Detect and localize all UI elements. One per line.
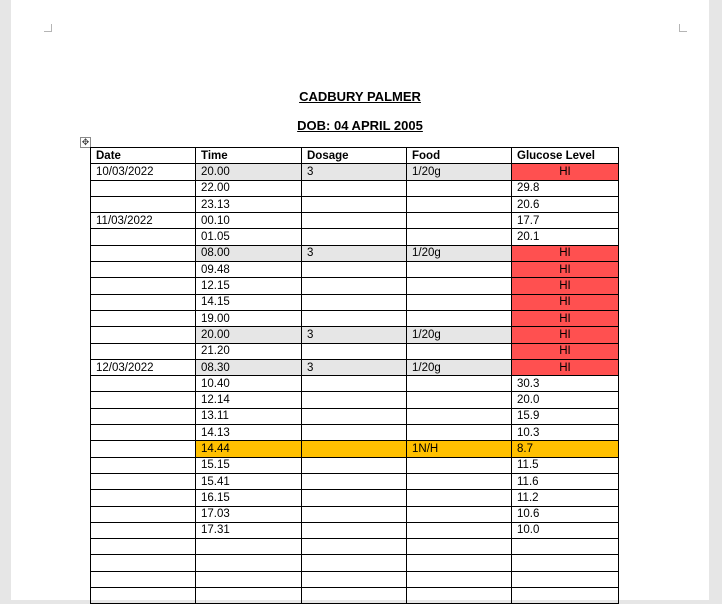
glucose-cell[interactable]: 10.6 xyxy=(512,506,619,522)
dosage-cell[interactable] xyxy=(302,473,407,489)
margin-corner-mark xyxy=(679,24,687,32)
glucose-cell[interactable]: 11.5 xyxy=(512,457,619,473)
date-cell[interactable]: 12/03/2022 xyxy=(91,359,196,375)
time-cell[interactable]: 13.11 xyxy=(196,408,302,424)
date-cell[interactable] xyxy=(91,506,196,522)
glucose-cell[interactable]: HI xyxy=(512,245,619,261)
date-cell[interactable] xyxy=(91,539,196,555)
table-row xyxy=(91,408,619,424)
table-row xyxy=(91,343,619,359)
table-row xyxy=(91,490,619,506)
time-cell[interactable]: 20.00 xyxy=(196,164,302,180)
date-cell[interactable] xyxy=(91,294,196,310)
date-cell[interactable] xyxy=(91,180,196,196)
food-cell[interactable] xyxy=(407,196,512,212)
glucose-cell[interactable]: HI xyxy=(512,294,619,310)
date-cell[interactable] xyxy=(91,343,196,359)
date-cell[interactable] xyxy=(91,327,196,343)
date-cell[interactable] xyxy=(91,196,196,212)
glucose-cell[interactable]: HI xyxy=(512,164,619,180)
glucose-cell[interactable]: 29.8 xyxy=(512,180,619,196)
glucose-cell[interactable]: 11.2 xyxy=(512,490,619,506)
dosage-cell[interactable] xyxy=(302,392,407,408)
time-cell[interactable]: 21.20 xyxy=(196,343,302,359)
glucose-cell[interactable]: 20.1 xyxy=(512,229,619,245)
time-cell[interactable]: 10.40 xyxy=(196,376,302,392)
dosage-cell[interactable] xyxy=(302,376,407,392)
date-cell[interactable] xyxy=(91,457,196,473)
time-cell[interactable]: 14.44 xyxy=(196,441,302,457)
glucose-cell[interactable] xyxy=(512,571,619,587)
time-cell[interactable]: 14.15 xyxy=(196,294,302,310)
date-cell[interactable] xyxy=(91,425,196,441)
table-row xyxy=(91,506,619,522)
food-cell[interactable] xyxy=(407,408,512,424)
time-cell[interactable]: 01.05 xyxy=(196,229,302,245)
dosage-cell[interactable] xyxy=(302,294,407,310)
date-cell[interactable] xyxy=(91,392,196,408)
glucose-cell[interactable] xyxy=(512,588,619,604)
date-cell[interactable]: 11/03/2022 xyxy=(91,213,196,229)
food-cell[interactable] xyxy=(407,588,512,604)
dosage-cell[interactable] xyxy=(302,522,407,538)
dosage-cell[interactable] xyxy=(302,506,407,522)
table-row xyxy=(91,376,619,392)
glucose-log-table xyxy=(90,147,619,604)
glucose-cell[interactable]: HI xyxy=(512,262,619,278)
dosage-cell[interactable] xyxy=(302,457,407,473)
dosage-cell[interactable] xyxy=(302,229,407,245)
food-cell[interactable]: 1/20g xyxy=(407,359,512,375)
table-row xyxy=(91,180,619,196)
food-cell[interactable] xyxy=(407,343,512,359)
dosage-cell[interactable] xyxy=(302,262,407,278)
time-cell[interactable]: 08.30 xyxy=(196,359,302,375)
date-cell[interactable] xyxy=(91,310,196,326)
food-cell[interactable] xyxy=(407,473,512,489)
table-row xyxy=(91,588,619,604)
time-cell[interactable]: 12.14 xyxy=(196,392,302,408)
table-row xyxy=(91,310,619,326)
patient-dob: DOB: 04 APRIL 2005 xyxy=(297,118,423,133)
dosage-cell[interactable] xyxy=(302,343,407,359)
table-row xyxy=(91,571,619,587)
dosage-cell[interactable] xyxy=(302,539,407,555)
date-cell[interactable] xyxy=(91,245,196,261)
food-cell[interactable] xyxy=(407,490,512,506)
food-cell[interactable]: 1/20g xyxy=(407,327,512,343)
glucose-cell[interactable]: 11.6 xyxy=(512,473,619,489)
time-cell[interactable]: 17.31 xyxy=(196,522,302,538)
date-cell[interactable] xyxy=(91,262,196,278)
patient-name: CADBURY PALMER xyxy=(299,89,421,104)
dosage-cell[interactable] xyxy=(302,441,407,457)
food-cell[interactable] xyxy=(407,457,512,473)
header-food: Food xyxy=(407,148,512,164)
food-cell[interactable] xyxy=(407,539,512,555)
time-cell[interactable]: 14.13 xyxy=(196,425,302,441)
dosage-cell[interactable] xyxy=(302,490,407,506)
dosage-cell[interactable] xyxy=(302,196,407,212)
dosage-cell[interactable]: 3 xyxy=(302,245,407,261)
table-row xyxy=(91,196,619,212)
header-glucose-level: Glucose Level xyxy=(512,148,619,164)
glucose-cell[interactable]: 10.3 xyxy=(512,425,619,441)
food-cell[interactable] xyxy=(407,522,512,538)
glucose-cell[interactable]: 17.7 xyxy=(512,213,619,229)
table-row xyxy=(91,539,619,555)
food-cell[interactable] xyxy=(407,310,512,326)
header-date: Date xyxy=(91,148,196,164)
date-cell[interactable] xyxy=(91,490,196,506)
dosage-cell[interactable] xyxy=(302,555,407,571)
table-row xyxy=(91,522,619,538)
glucose-cell[interactable]: 20.6 xyxy=(512,196,619,212)
time-cell[interactable] xyxy=(196,588,302,604)
date-cell[interactable] xyxy=(91,278,196,294)
dosage-cell[interactable]: 3 xyxy=(302,327,407,343)
dosage-cell[interactable] xyxy=(302,588,407,604)
date-cell[interactable] xyxy=(91,441,196,457)
dosage-cell[interactable]: 3 xyxy=(302,359,407,375)
glucose-cell[interactable] xyxy=(512,539,619,555)
food-cell[interactable] xyxy=(407,262,512,278)
time-cell[interactable]: 12.15 xyxy=(196,278,302,294)
date-cell[interactable] xyxy=(91,588,196,604)
food-cell[interactable] xyxy=(407,376,512,392)
table-row xyxy=(91,555,619,571)
time-cell[interactable]: 08.00 xyxy=(196,245,302,261)
glucose-cell[interactable]: 8.7 xyxy=(512,441,619,457)
food-cell[interactable] xyxy=(407,392,512,408)
time-cell[interactable]: 22.00 xyxy=(196,180,302,196)
date-cell[interactable] xyxy=(91,473,196,489)
table-row xyxy=(91,164,619,180)
date-cell[interactable] xyxy=(91,408,196,424)
food-cell[interactable]: 1/20g xyxy=(407,245,512,261)
table-row xyxy=(91,457,619,473)
document-page xyxy=(11,0,709,600)
dosage-cell[interactable] xyxy=(302,425,407,441)
date-cell[interactable] xyxy=(91,376,196,392)
table-row xyxy=(91,245,619,261)
food-cell[interactable]: 1/20g xyxy=(407,164,512,180)
table-row xyxy=(91,473,619,489)
time-cell[interactable]: 15.41 xyxy=(196,473,302,489)
table-row xyxy=(91,262,619,278)
dosage-cell[interactable] xyxy=(302,180,407,196)
glucose-cell[interactable]: HI xyxy=(512,278,619,294)
time-cell[interactable]: 16.15 xyxy=(196,490,302,506)
time-cell[interactable]: 20.00 xyxy=(196,327,302,343)
glucose-cell[interactable]: 20.0 xyxy=(512,392,619,408)
table-row xyxy=(91,327,619,343)
time-cell[interactable]: 09.48 xyxy=(196,262,302,278)
time-cell[interactable] xyxy=(196,555,302,571)
table-row xyxy=(91,278,619,294)
header-time: Time xyxy=(196,148,302,164)
date-cell[interactable] xyxy=(91,522,196,538)
time-cell[interactable]: 00.10 xyxy=(196,213,302,229)
table-row xyxy=(91,425,619,441)
table-header-row xyxy=(91,148,619,164)
header-dosage: Dosage xyxy=(302,148,407,164)
glucose-cell[interactable]: HI xyxy=(512,310,619,326)
date-cell[interactable] xyxy=(91,555,196,571)
time-cell[interactable]: 15.15 xyxy=(196,457,302,473)
date-cell[interactable] xyxy=(91,229,196,245)
dosage-cell[interactable] xyxy=(302,571,407,587)
glucose-cell[interactable]: HI xyxy=(512,327,619,343)
time-cell[interactable]: 23.13 xyxy=(196,196,302,212)
time-cell[interactable] xyxy=(196,571,302,587)
dosage-cell[interactable] xyxy=(302,278,407,294)
table-row xyxy=(91,294,619,310)
food-cell[interactable] xyxy=(407,229,512,245)
time-cell[interactable] xyxy=(196,539,302,555)
table-row xyxy=(91,441,619,457)
table-move-handle-icon[interactable]: ✥ xyxy=(81,137,90,147)
glucose-cell[interactable]: 10.0 xyxy=(512,522,619,538)
time-cell[interactable]: 17.03 xyxy=(196,506,302,522)
glucose-cell[interactable]: HI xyxy=(512,343,619,359)
date-cell[interactable]: 10/03/2022 xyxy=(91,164,196,180)
food-cell[interactable] xyxy=(407,278,512,294)
margin-corner-mark xyxy=(44,24,52,32)
table-row xyxy=(91,213,619,229)
glucose-cell[interactable]: 30.3 xyxy=(512,376,619,392)
dosage-cell[interactable]: 3 xyxy=(302,164,407,180)
dosage-cell[interactable] xyxy=(302,408,407,424)
food-cell[interactable] xyxy=(407,425,512,441)
table-row xyxy=(91,229,619,245)
dosage-cell[interactable] xyxy=(302,213,407,229)
glucose-cell[interactable] xyxy=(512,555,619,571)
food-cell[interactable] xyxy=(407,506,512,522)
date-cell[interactable] xyxy=(91,571,196,587)
glucose-cell[interactable]: HI xyxy=(512,359,619,375)
food-cell[interactable]: 1N/H xyxy=(407,441,512,457)
table-row xyxy=(91,392,619,408)
time-cell[interactable]: 19.00 xyxy=(196,310,302,326)
food-cell[interactable] xyxy=(407,294,512,310)
dosage-cell[interactable] xyxy=(302,310,407,326)
food-cell[interactable] xyxy=(407,213,512,229)
food-cell[interactable] xyxy=(407,571,512,587)
glucose-cell[interactable]: 15.9 xyxy=(512,408,619,424)
table-row xyxy=(91,359,619,375)
food-cell[interactable] xyxy=(407,180,512,196)
food-cell[interactable] xyxy=(407,555,512,571)
